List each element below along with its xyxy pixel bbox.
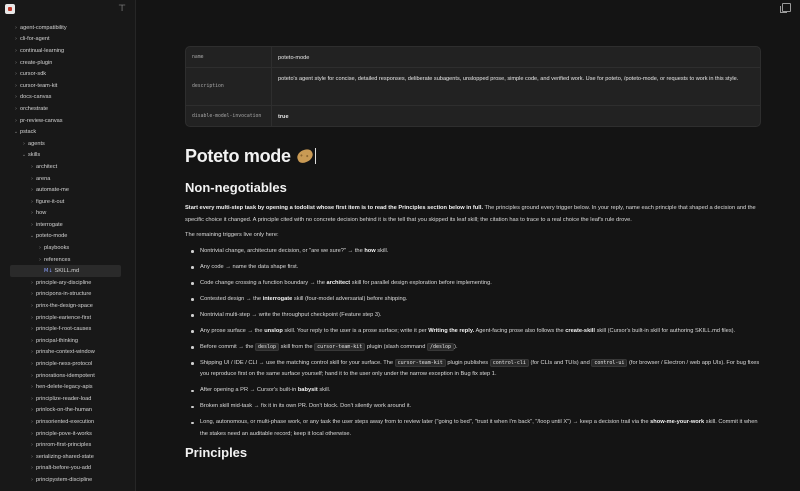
chevron-right-icon: › <box>31 175 33 182</box>
tree-item-label: principystem-discipline <box>36 476 93 483</box>
tree-item-label: principle-earience-first <box>36 314 92 321</box>
folder-item[interactable] <box>0 196 135 208</box>
tree-item-label: pstack <box>20 129 37 136</box>
folder-item[interactable] <box>0 312 135 324</box>
folder-item[interactable] <box>0 463 135 475</box>
tree-item-label: poteto-mode <box>36 233 68 240</box>
document-pane <box>137 0 800 491</box>
list-item-text: plugin publishes <box>445 359 490 366</box>
file-item-skill-md[interactable] <box>10 265 121 277</box>
chevron-down-icon: ⌄ <box>29 233 35 240</box>
chevron-right-icon: › <box>23 140 25 147</box>
tree-item-label: figure-it-out <box>36 198 65 205</box>
inline-code: control-cli <box>490 359 529 367</box>
tree-item-label: arena <box>36 175 51 182</box>
skill-name: architect <box>326 279 351 286</box>
folder-item[interactable] <box>0 416 135 428</box>
page-title[interactable] <box>185 140 761 172</box>
list-item-text: skill from the <box>279 343 315 350</box>
list-item-text: Before commit → the <box>200 343 255 350</box>
list-item-text: plugin (slash command <box>365 343 427 350</box>
list-item-text: skill. Commit it when the stakes need an auditable record; keep it local otherwise. <box>200 419 758 438</box>
page-title-text: Poteto mode <box>185 145 291 166</box>
chevron-right-icon: › <box>31 349 33 356</box>
folder-item[interactable] <box>0 103 135 115</box>
file-explorer-sidebar <box>0 0 136 491</box>
markdown-document <box>185 140 761 460</box>
chevron-right-icon: › <box>31 314 33 321</box>
chevron-right-icon: › <box>31 337 33 344</box>
tree-item-label: cli-for-agent <box>20 36 50 43</box>
inline-code: control-ui <box>591 359 627 367</box>
inline-code: /deslop <box>427 343 454 351</box>
chevron-down-icon: ⌄ <box>13 129 19 136</box>
tree-item-label: principle-pove-it-works <box>36 430 92 437</box>
file-tree <box>0 22 135 486</box>
folder-item[interactable] <box>0 219 135 231</box>
chevron-right-icon: › <box>31 372 33 379</box>
tree-item-label: principle-ness-protocol <box>36 361 93 368</box>
chevron-right-icon: › <box>31 418 33 425</box>
list-item-text: Agent-facing prose also follows the <box>474 327 566 334</box>
folder-item[interactable] <box>0 358 135 370</box>
tree-item-label: docs-canvas <box>20 94 52 101</box>
chevron-right-icon: › <box>31 221 33 228</box>
list-item-text: Nontrivial change, architecture decision, or "are we sure?" → the <box>200 247 365 254</box>
frontmatter-value: true <box>278 114 289 120</box>
folder-item[interactable] <box>0 22 135 34</box>
chevron-right-icon: › <box>31 361 33 368</box>
chevron-right-icon: › <box>31 407 33 414</box>
folder-item[interactable] <box>0 428 135 440</box>
tree-item-label: principlize-reader-load <box>36 395 92 402</box>
list-item-text: Any code → name the data shape first. <box>200 263 299 270</box>
tree-item-label: skills <box>28 152 41 159</box>
tree-item-label: agent-compatibility <box>20 24 67 31</box>
tree-item-label: prinsoriented-execution <box>36 418 95 425</box>
frontmatter-value: poteto-mode <box>278 55 310 61</box>
list-item-text: Code change crossing a function boundary → the <box>200 279 327 286</box>
tree-item-label: interrogate <box>36 221 63 228</box>
tree-item-label: cursor-sdk <box>20 71 47 78</box>
copy-icon[interactable] <box>782 3 791 12</box>
tree-item-label: principons-in-structure <box>36 291 92 298</box>
frontmatter-key: disable-model-invocation <box>186 106 272 126</box>
chevron-right-icon: › <box>31 163 33 170</box>
chevron-right-icon: › <box>15 82 17 89</box>
chevron-right-icon: › <box>31 187 33 194</box>
chevron-right-icon: › <box>31 384 33 391</box>
chevron-right-icon: › <box>31 430 33 437</box>
folder-item[interactable] <box>0 80 135 92</box>
folder-item[interactable] <box>0 474 135 486</box>
list-item <box>185 358 761 382</box>
folder-item[interactable] <box>0 289 135 301</box>
chevron-right-icon: › <box>31 291 33 298</box>
tree-item-label: prinalt-before-you-add <box>36 465 92 472</box>
list-item <box>185 326 761 338</box>
tree-item-label: agents <box>28 140 45 147</box>
folder-item[interactable] <box>0 439 135 451</box>
potato-emoji-icon <box>295 147 315 165</box>
folder-item[interactable] <box>0 347 135 359</box>
folder-item[interactable] <box>0 184 135 196</box>
list-item-text: Contested design → the <box>200 295 263 302</box>
folder-item[interactable] <box>0 208 135 220</box>
list-item-text: Shipping UI / IDE / CLI → use the matching control skill for your surface. The <box>200 359 395 366</box>
folder-item[interactable] <box>0 335 135 347</box>
triggers-list <box>185 246 761 441</box>
list-item-text: Broken skill mid-task → fix it in its own PR. Don't block. Don't silently work around it. <box>200 403 412 410</box>
tree-item-label: principle-ary-discipline <box>36 279 92 286</box>
folder-item[interactable] <box>0 161 135 173</box>
chevron-right-icon: › <box>39 256 41 263</box>
tree-item-label: prinrom-first-principles <box>36 442 92 449</box>
folder-item[interactable] <box>0 370 135 382</box>
frontmatter-row <box>186 47 760 68</box>
folder-item[interactable] <box>0 57 135 69</box>
list-item-text: skill. Your reply to the user is a prose surface; write it per <box>282 327 429 334</box>
chevron-right-icon: › <box>31 465 33 472</box>
folder-item[interactable] <box>0 45 135 57</box>
folder-item[interactable] <box>0 68 135 80</box>
section-reference: Writing the reply. <box>428 327 475 334</box>
list-item <box>185 294 761 306</box>
chevron-right-icon: › <box>15 36 17 43</box>
folder-item[interactable] <box>0 300 135 312</box>
folder-item[interactable] <box>0 381 135 393</box>
list-item-text: After opening a PR → Cursor's built-in <box>200 387 298 394</box>
chevron-right-icon: › <box>31 476 33 483</box>
list-item-text: skill (four-model adversarial) before shipping. <box>292 295 408 302</box>
list-item <box>185 246 761 258</box>
collapse-sidebar-icon[interactable]: ⊤ <box>118 3 126 13</box>
tree-item-label: architect <box>36 163 58 170</box>
folder-item[interactable] <box>0 150 135 162</box>
list-item-text: (for CLIs and TUIs) and <box>528 359 592 366</box>
skill-name: show-me-your-work <box>650 419 705 426</box>
tree-item-label: continual-learning <box>20 47 65 54</box>
skill-name: babysit <box>297 387 318 394</box>
folder-item[interactable] <box>0 138 135 150</box>
frontmatter-key: name <box>186 47 272 67</box>
frontmatter-key: description <box>186 68 272 105</box>
chevron-down-icon: ⌄ <box>21 152 27 159</box>
skill-name: unslop <box>264 327 283 334</box>
skill-name: how <box>364 247 376 254</box>
folder-item[interactable] <box>0 92 135 104</box>
tree-item-label: hen-delete-legacy-apis <box>36 384 93 391</box>
tree-item-label: how <box>36 210 47 217</box>
tree-item-label: prinlock-on-the-human <box>36 407 92 414</box>
list-item-text: (for browser / Electron / web app UIs). For bug fixes you reproduce first on the same surface yourself; hand it to the user only under the narrow exception in Bug fix step 1. <box>200 359 760 378</box>
tree-item-label: prinshe-context-window <box>36 349 95 356</box>
tree-item-label: principal-thinking <box>36 337 78 344</box>
inline-code: deslop <box>255 343 279 351</box>
folder-item[interactable] <box>0 242 135 254</box>
list-item-text: Long, autonomous, or multi-phase work, or any task the user steps away from to review later ("going to bed", "trust it when I'm back", "/loop until X") → keep a decision trail via the <box>200 419 651 426</box>
folder-item[interactable] <box>0 126 135 138</box>
frontmatter-value: poteto's agent style for concise, detailed responses, deliberate subagents, unslopped prose, simple code, and verified work. Use for poteto, /poteto-mode, or requests to work in this style. <box>278 76 739 82</box>
chevron-right-icon: › <box>15 47 17 54</box>
frontmatter-row <box>186 106 760 126</box>
folder-item[interactable] <box>0 231 135 243</box>
tree-item-label: orchestrate <box>20 105 48 112</box>
folder-item[interactable] <box>0 277 135 289</box>
chevron-right-icon: › <box>15 94 17 101</box>
skill-name: create-skill <box>565 327 595 334</box>
list-item <box>185 278 761 290</box>
list-item <box>185 401 761 413</box>
tree-item-label: automate-me <box>36 187 69 194</box>
list-item-text: skill for parallel design exploration before implementing. <box>350 279 492 286</box>
list-item-text: skill (Cursor's built-in skill for authoring SKILL.md files). <box>594 327 736 334</box>
list-item-text: skill. <box>375 247 389 254</box>
tree-item-label: serializing-shared-state <box>36 453 94 460</box>
chevron-right-icon: › <box>15 24 17 31</box>
folder-item[interactable] <box>0 34 135 46</box>
sidebar-header <box>0 0 135 22</box>
list-item-text: Any prose surface → the <box>200 327 265 334</box>
list-item <box>185 342 761 354</box>
tree-item-label: playbooks <box>44 245 70 252</box>
markdown-file-icon: M↓ <box>44 268 53 275</box>
folder-item[interactable] <box>0 115 135 127</box>
app-logo-icon <box>5 4 15 14</box>
chevron-right-icon: › <box>15 105 17 112</box>
tree-item-label: prinx-the-design-space <box>36 303 93 310</box>
tree-item-label: principle-f-root-causes <box>36 326 92 333</box>
folder-item[interactable] <box>0 254 135 266</box>
chevron-right-icon: › <box>31 453 33 460</box>
frontmatter-row <box>186 68 760 106</box>
chevron-right-icon: › <box>31 279 33 286</box>
tree-item-label: references <box>44 256 71 263</box>
chevron-right-icon: › <box>31 303 33 310</box>
text-cursor <box>315 148 316 164</box>
list-item <box>185 310 761 322</box>
folder-item[interactable] <box>0 451 135 463</box>
list-item <box>185 262 761 274</box>
chevron-right-icon: › <box>15 117 17 124</box>
folder-item[interactable] <box>0 173 135 185</box>
tree-item-label: prinorations-idempotent <box>36 372 95 379</box>
intro-text: The principles ground every trigger below. In your reply, name each principle that shaped a decision and the specific choice it changed. A principle cited with no concrete decision behind it is the tell that you skipped its leaf skill; the citation has to trace to a real choice the leaf's rule drove. <box>185 205 756 224</box>
chevron-right-icon: › <box>31 210 33 217</box>
chevron-right-icon: › <box>31 442 33 449</box>
chevron-right-icon: › <box>15 71 17 78</box>
folder-item[interactable] <box>0 405 135 417</box>
remaining-triggers-text: The remaining triggers live only here: <box>185 232 279 239</box>
list-item-text: Nontrivial multi-step → write the throughput checkpoint (Feature step 3). <box>200 311 382 318</box>
chevron-right-icon: › <box>31 198 33 205</box>
chevron-right-icon: › <box>31 326 33 333</box>
tree-item-label: pr-review-canvas <box>20 117 63 124</box>
skill-name: interrogate <box>262 295 293 302</box>
list-item-text: skill. <box>317 387 331 394</box>
folder-item[interactable] <box>0 323 135 335</box>
list-item-text: ). <box>454 343 458 350</box>
inline-code: cursor-team-kit <box>314 343 365 351</box>
tree-item-label: cursor-team-kit <box>20 82 58 89</box>
intro-bold: Start every multi-step task by opening a todolist whose first item is to read the Principles section below in full. <box>185 205 484 211</box>
section-heading-non-negotiables: Non-negotiables <box>185 180 287 195</box>
list-item <box>185 417 761 441</box>
frontmatter-table <box>185 46 761 127</box>
tree-item-label: SKILL.md <box>54 268 80 275</box>
chevron-right-icon: › <box>31 395 33 402</box>
intro-paragraph <box>185 202 761 226</box>
folder-item[interactable] <box>0 393 135 405</box>
section-heading-principles: Principles <box>185 445 248 461</box>
inline-code: cursor-team-kit <box>395 359 446 367</box>
chevron-right-icon: › <box>15 59 17 66</box>
chevron-right-icon: › <box>39 245 41 252</box>
list-item <box>185 385 761 397</box>
tree-item-label: create-plugin <box>20 59 53 66</box>
